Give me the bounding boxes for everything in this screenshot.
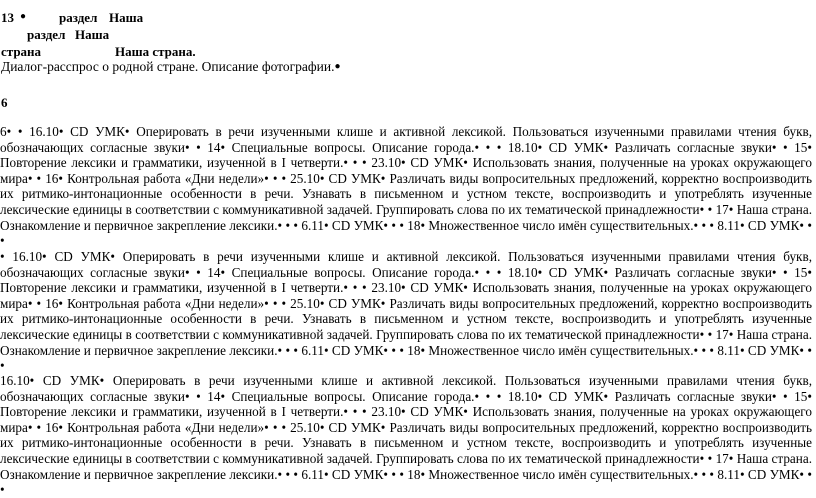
bullet-icon: ● [334, 61, 341, 72]
strana-label: страна [1, 44, 42, 59]
schedule-paragraph-2: • 16.10• CD УМК• Оперировать в речи изученными клише и активной лексикой. Пользоваться изученными правилами чтения букв, обозначающих согласные звуки• • 14• Специальные вопросы. Описание города.• • • 18.10• CD УМК• Различать согласные звуки• • 15• Повторение лексики и грамматики, изученной в I четверти.• • • 23.10• CD УМК• Использовать знания, полученные на уроках окружающего мира• • 16• Контрольная работа «Дни недели»• • • 25.10• CD УМК• Различать виды вопросительных предложений, корректно воспроизводить их ритмико-интонационные особенности в речи. Узнавать в письменном и устном тексте, воспроизводить и употреблять изученные лексические единицы в соответствии с коммуникативной задачей. Группировать слова по их тематической принадлежности• • 17• Наша страна. Ознакомление и первичное закрепление лексики.• • • 6.11• CD УМК• • • 18• Множественное число имён существительных.• • • 8.11• CD УМК• • • [0, 249, 812, 374]
nasha-strana-title: Наша страна. [115, 44, 196, 59]
section-label-2: раздел [27, 27, 66, 42]
section-label-1: раздел [59, 10, 98, 25]
bullet-icon: ● [20, 11, 27, 22]
intro-line: Диалог-расспрос о родной стране. Описание фотографии.● [1, 59, 341, 74]
schedule-paragraph-1: 6• • 16.10• CD УМК• Оперировать в речи изученными клише и активной лексикой. Пользоваться изученными правилами чтения букв, обозначающих согласные звуки• • 14• Специальные вопросы. Описание города.• • • 18.10• CD УМК• Различать согласные звуки• • 15• Повторение лексики и грамматики, изученной в I четверти.• • • 23.10• CD УМК• Использовать знания, полученные на уроках окружающего мира• • 16• Контрольная работа «Дни недели»• • • 25.10• CD УМК• Различать виды вопросительных предложений, корректно воспроизводить их ритмико-интонационные особенности в речи. Узнавать в письменном и устном тексте, воспроизводить и употреблять изученные лексические единицы в соответствии с коммуникативной задачей. Группировать слова по их тематической принадлежности• • 17• Наша страна. Ознакомление и первичное закрепление лексики.• • • 6.11• CD УМК• • • 18• Множественное число имён существительных.• • • 8.11• CD УМК• • • [0, 124, 812, 249]
six-label: 6 [1, 95, 8, 110]
nasha-label-1: Наша [109, 10, 144, 25]
schedule-paragraph-3: 16.10• CD УМК• Оперировать в речи изученными клише и активной лексикой. Пользоваться изученными правилами чтения букв, обозначающих согласные звуки• • 14• Специальные вопросы. Описание города.• • • 18.10• CD УМК• Различать согласные звуки• • 15• Повторение лексики и грамматики, изученной в I четверти.• • • 23.10• CD УМК• Использовать знания, полученные на уроках окружающего мира• • 16• Контрольная работа «Дни недели»• • • 25.10• CD УМК• Различать виды вопросительных предложений, корректно воспроизводить их ритмико-интонационные особенности в речи. Узнавать в письменном и устном тексте, воспроизводить и употреблять изученные лексические единицы в соответствии с коммуникативной задачей. Группировать слова по их тематической принадлежности• • 17• Наша страна. Ознакомление и первичное закрепление лексики.• • • 6.11• CD УМК• • • 18• Множественное число имён существительных.• • • 8.11• CD УМК• • • [0, 373, 812, 498]
lesson-number: 13 [1, 10, 14, 25]
nasha-label-2: Наша [75, 27, 110, 42]
